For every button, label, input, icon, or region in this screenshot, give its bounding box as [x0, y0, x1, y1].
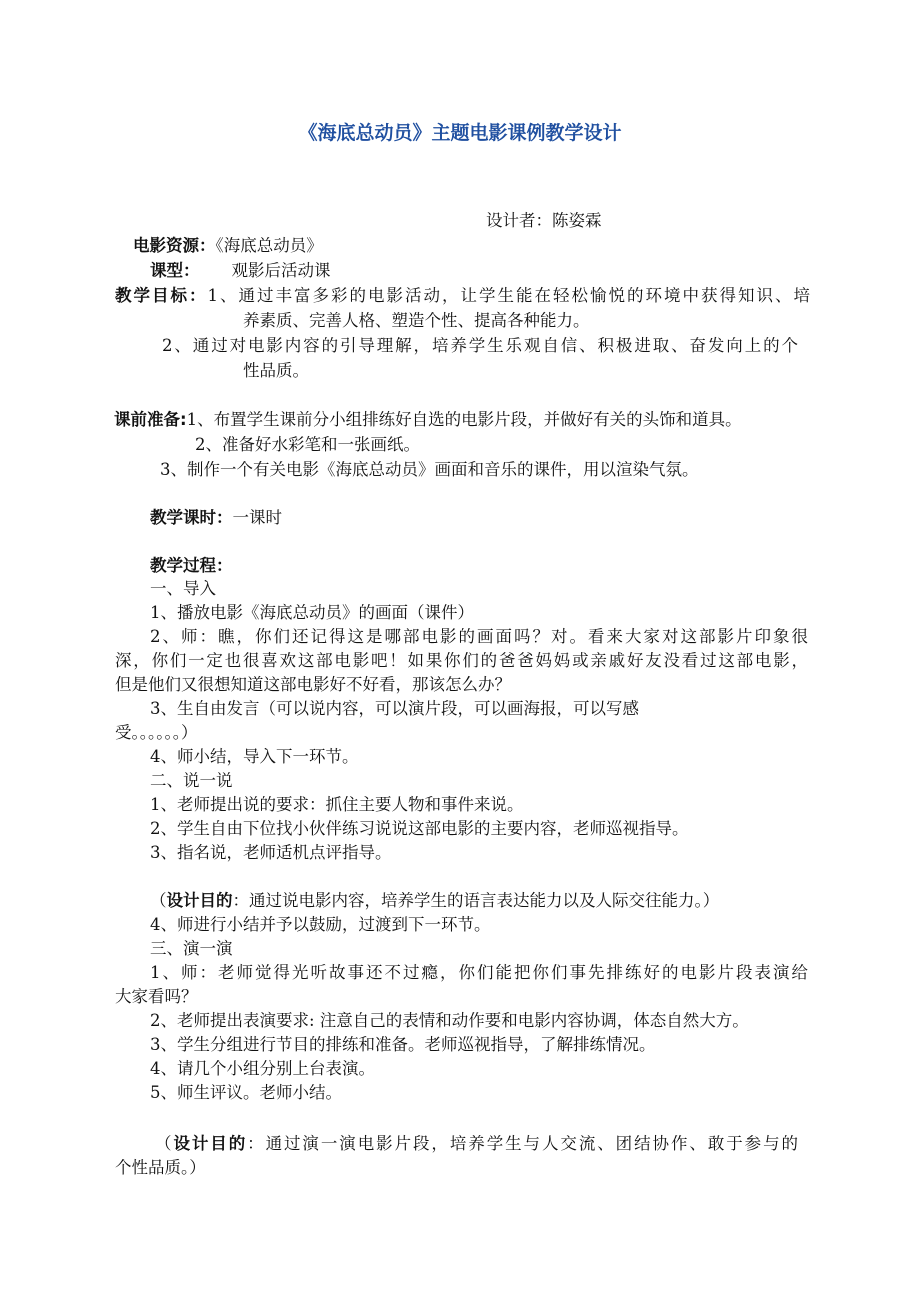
- section-3-heading: 三、演一演: [150, 939, 233, 958]
- section-3-item-1-line-a: 1、师：老师觉得光听故事还不过瘾，你们能把你们事先排练好的电影片段表演给: [150, 963, 808, 982]
- goals-label: 教学目标：: [115, 286, 208, 305]
- section-1-item-3-line-b: 受。。。。。。）: [115, 723, 198, 742]
- hours-value: 一课时: [232, 508, 282, 527]
- section-1-item-1: 1、播放电影《海底总动员》的画面（课件）: [150, 603, 474, 622]
- goal-1-line-b: 养素质、完善人格、塑造个性、提高各种能力。: [243, 311, 590, 330]
- section-2-purpose-label: 设计目的: [166, 891, 233, 910]
- document-title: 《海底总动员》主题电影课例教学设计: [298, 122, 622, 144]
- lesson-type-label: 课型：: [150, 261, 200, 280]
- prep-line-3: 3、制作一个有关电影《海底总动员》画面和音乐的课件，用以渲染气氛。: [160, 460, 699, 479]
- goal-2-line-b: 性品质。: [243, 361, 309, 380]
- section-3-purpose-line-a: [155, 1134, 798, 1154]
- resource-line: [133, 236, 323, 256]
- section-1-item-4: 4、师小结，导入下一环节。: [150, 747, 359, 766]
- prep-label: 课前准备:: [114, 410, 187, 429]
- section-2-heading: 二、说一说: [150, 771, 233, 790]
- goal-1-text-a: 1、通过丰富多彩的电影活动，让学生能在轻松愉悦的环境中获得知识、培: [207, 286, 810, 305]
- section-1-item-2-line-b: 深，你们一定也很喜欢这部电影吧！如果你们的爸爸妈妈或亲戚好友没看过这部电影，: [115, 651, 808, 670]
- section-2-item-1: 1、老师提出说的要求：抓住主要人物和事件来说。: [150, 795, 524, 814]
- process-label: 教学过程：: [150, 556, 233, 575]
- section-3-purpose-text-a: ：通过演一演电影片段，培养学生与人交流、团结协作、敢于参与的: [247, 1134, 799, 1153]
- section-3-item-2: 2、老师提出表演要求: 注意自己的表情和动作要和电影内容协调，体态自然大方。: [150, 1011, 749, 1030]
- section-3-item-1-line-b: 大家看吗？: [115, 987, 198, 1006]
- section-3-item-5: 5、师生评议。老师小结。: [150, 1083, 342, 1102]
- section-3-item-4: 4、请几个小组分别上台表演。: [150, 1059, 375, 1078]
- hours-line: [150, 508, 282, 528]
- section-2-item-4: 4、师进行小结并予以鼓励，过渡到下一环节。: [150, 915, 491, 934]
- goal-2-line-a: 2、通过对电影内容的引导理解，培养学生乐观自信、积极进取、奋发向上的个: [162, 336, 798, 355]
- section-3-purpose-open: （: [155, 1134, 174, 1153]
- section-3-purpose-line-b: 个性品质。）: [115, 1158, 206, 1177]
- section-1-item-3-line-a: 3、生自由发言（可以说内容，可以演片段，可以画海报，可以写感: [150, 699, 639, 718]
- goal-1-line-a: [115, 286, 810, 306]
- resource-value: 《海底总动员》: [215, 236, 323, 255]
- lesson-type-line: [150, 261, 331, 281]
- section-1-item-2-line-a: 2、师：瞧，你们还记得这是哪部电影的画面吗？对。看来大家对这部影片印象很: [150, 627, 808, 646]
- designer-line: 设计者：陈姿霖: [486, 211, 602, 230]
- section-2-item-2: 2、学生自由下位找小伙伴练习说说这部电影的主要内容，老师巡视指导。: [150, 819, 689, 838]
- section-2-purpose-open: （: [150, 891, 167, 910]
- section-3-item-3: 3、学生分组进行节目的排练和准备。老师巡视指导，了解排练情况。: [150, 1035, 656, 1054]
- prep-line-1: [114, 410, 742, 430]
- prep-1-text: 1、布置学生课前分小组排练好自选的电影片段，并做好有关的头饰和道具。: [186, 410, 742, 429]
- section-3-purpose-label: 设计目的: [173, 1134, 248, 1153]
- lesson-type-value: 观影后活动课: [231, 261, 331, 280]
- section-2-item-3: 3、指名说，老师适机点评指导。: [150, 843, 392, 862]
- section-1-item-2-line-c: 但是他们又很想知道这部电影好不好看，那该怎么办？: [115, 675, 511, 694]
- prep-line-2: 2、准备好水彩笔和一张画纸。: [195, 435, 420, 454]
- section-2-purpose-text: ：通过说电影内容，培养学生的语言表达能力以及人际交往能力。）: [232, 891, 720, 910]
- section-2-purpose: [150, 891, 719, 911]
- hours-label: 教学课时：: [150, 508, 233, 527]
- resource-label: 电影资源：: [133, 236, 216, 255]
- section-1-heading: 一、导入: [150, 579, 216, 598]
